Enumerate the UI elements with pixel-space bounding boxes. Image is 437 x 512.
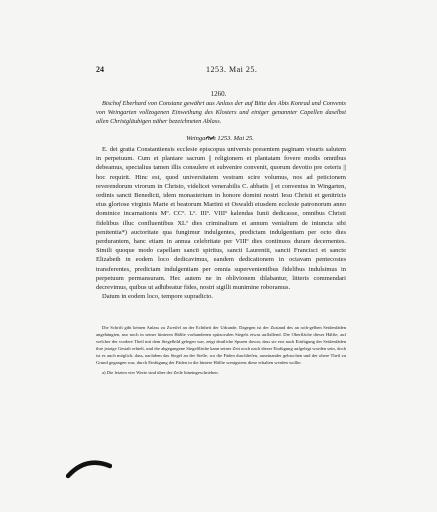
- footnote-a: a) Die letzten vier Worte sind über der Zeile hineingeschrieben.: [102, 370, 219, 375]
- page-number: 24: [96, 65, 104, 74]
- editorial-note: Die Schrift gibt keinen Anlass zu Zweifel an der Echtheit der Urkunde. Dagegen ist der Zustand des an roth-gelben Seidenfäden angehängten, nur noch in seiner hinteren Hälfte vorhandenen spitzovalen Siegels etwas auffallend. Die Oberfläche dieser Hälfte, auf welcher der vordere Theil mit dem Siegelbild gelegen war, zeigt deutliche Spuren davon, dass sie erst nach Einfügung der Seidenfäden ihre jetzige Gestalt erhielt, und die abgegangene Siegelfläche kann seiner Zeit noch nach dieser Einfügung aufgelegt worden sein, doch ist es auch möglich, dass, nachdem das Siegel an der Stelle, wo die Fäden durchliefen, auseinander gebrochen und der obere Theil zu Grund gegangen war, durch Einfügung der Fäden in die hintere Hälfte wenigstens diese erhalten werden wollte.: [96, 325, 346, 365]
- charter-text: [96, 145, 346, 301]
- page-curl-mark-icon: [66, 454, 112, 482]
- running-head: 1253. Mai 25.: [206, 65, 258, 74]
- charter-datum: Datum in eodem loco, tempore supradicto.: [102, 293, 214, 301]
- document-number: 1260.: [210, 90, 227, 98]
- charter-body: E. dei gratia Constantiensis ecclesie episcopus universis presentem paginam visuris salutem in perpetuum. Cum et plantare sacrum || religionem et plantatam fovere modis omnibus debeamus, specialius tamen illis consulere et subvenire convenit, quorum devotio pre ceteris || hoc requirit. Hinc est, quod universitatem vestram scire volumus, nos ad peticionem reverendorum virorum in Christo, videlicet venerabilis C. abbatis || et conventus in Wingarten, ordinis sancti Benedicti, idem monasterium in honore domini nostri Iesu Christi et genitricis eius gloriose virginis Marie et beatorum Martini et Oswaldi eiusdem ecclesie patronorum anno dominice incarnationis Mº. CCº. Lº. IIIº. VIIIº kalendas Iunii dedicasse, omnibus Christi fidelibus illuc confluentibus XLª dies criminalium et annum venialium de iniuncta sibi penitentia*) auctoritate qua fungimur indulgentes, predictam indulgentiam per octo dies perdurantem, hanc etiam in annua celebritate per VIIIº dies continuos durare decernentes. Simili quoque modo capellam sancti spiritus, sancti Laurentii, sancti Francisci et sancte Elizabeth in eodem loco dedicavimus, eandem dedicationem in octavam pentecostes transferentes, predictam indulgentiam per omnia supervenientibus fidelibus indulsimus in perpetuum permansuram. Hec autem ne in oblivionem dilabantur, litteris commendari decrevimus, quibus ut adhibeatur fides, nostri sigilli munimine roboramus.: [96, 146, 346, 292]
- marginal-mark-icon: [205, 134, 215, 141]
- page-header: [96, 64, 356, 76]
- place-date: Weingarten 1253. Mai 25.: [186, 135, 254, 142]
- footnotes: [96, 324, 346, 379]
- regest-summary: Bischof Eberhard von Constanz gewährt aus Anlass der auf Bitte des Abts Konrad und Convents von Weingarten vollzogenen Einweihung des Klosters und einiger genannter Capellen daselbst allen Christgläubigen näher bezeichneten Ablass.: [96, 100, 346, 125]
